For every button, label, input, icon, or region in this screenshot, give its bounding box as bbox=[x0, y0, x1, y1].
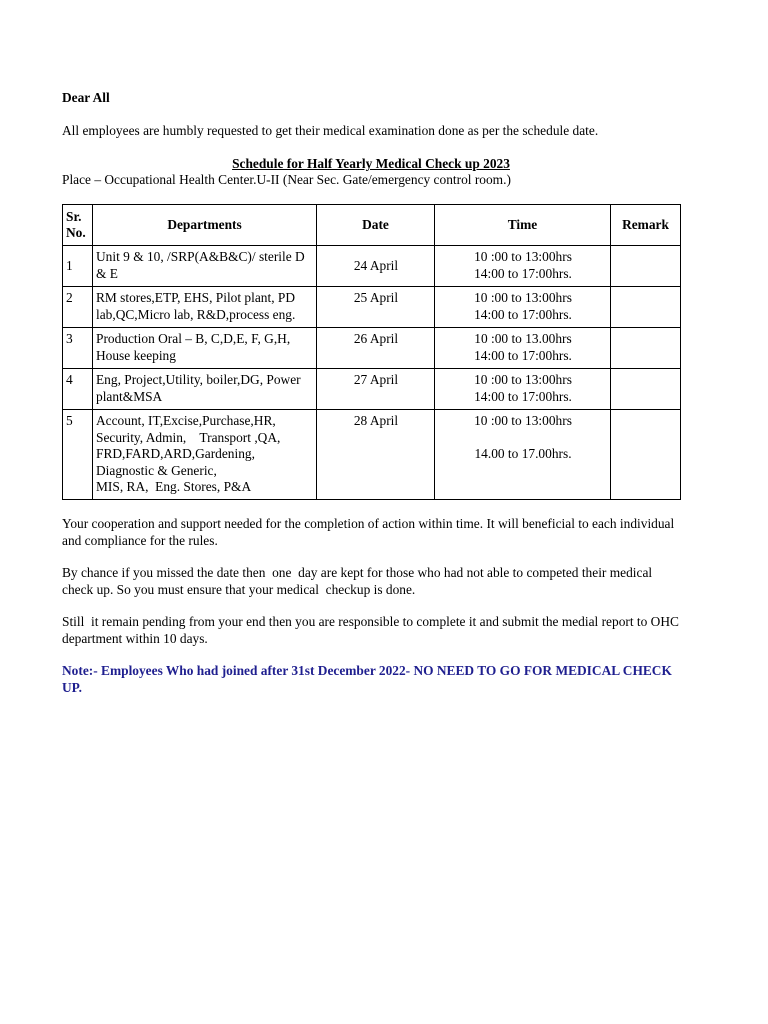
row-departments-line: MIS, RA, Eng. Stores, P&A bbox=[96, 479, 252, 494]
row-time-morning: 10 :00 to 13.00hrs bbox=[474, 331, 572, 346]
note-text: Note:- Employees Who had joined after 31st December 2022- NO NEED TO GO FOR MEDICAL CHECK UP. bbox=[62, 663, 672, 695]
row-time-morning: 10 :00 to 13:00hrs bbox=[474, 290, 572, 305]
table-row bbox=[63, 287, 681, 328]
pending-paragraph: Still it remain pending from your end then you are responsible to complete it and submit the medial report to OHC department within 10 days. bbox=[62, 614, 683, 646]
row-departments bbox=[93, 410, 317, 500]
header-remark: Remark bbox=[611, 205, 681, 246]
row-time bbox=[435, 246, 611, 287]
row-date: 26 April bbox=[317, 328, 435, 369]
table-row bbox=[63, 369, 681, 410]
table-row bbox=[63, 328, 681, 369]
row-remark bbox=[611, 328, 681, 369]
place-text: Place – Occupational Health Center.U-II (Near Sec. Gate/emergency control room.) bbox=[62, 172, 511, 187]
header-date: Date bbox=[317, 205, 435, 246]
row-remark bbox=[611, 410, 681, 500]
missed-date-paragraph: By chance if you missed the date then one day are kept for those who had not able to competed their medical check up. So you must ensure that your medical checkup is done. bbox=[62, 565, 656, 597]
row-remark bbox=[611, 246, 681, 287]
header-departments: Departments bbox=[93, 205, 317, 246]
row-time-morning: 10 :00 to 13:00hrs bbox=[474, 413, 572, 428]
cooperation-paragraph: Your cooperation and support needed for the completion of action within time. It will beneficial to each individual and compliance for the rules. bbox=[62, 516, 675, 548]
row-date: 24 April bbox=[317, 246, 435, 287]
row-time-afternoon: 14:00 to 17:00hrs. bbox=[474, 306, 572, 322]
row-time-afternoon: 14:00 to 17:00hrs. bbox=[474, 265, 572, 281]
row-sr-no: 5 bbox=[63, 410, 93, 500]
table-row bbox=[63, 410, 681, 500]
row-departments-line: Diagnostic & Generic, bbox=[96, 462, 217, 478]
row-sr-no: 1 bbox=[63, 246, 93, 287]
row-departments-line: Account, IT,Excise,Purchase,HR, bbox=[96, 413, 276, 428]
schedule-title: Schedule for Half Yearly Medical Check up 2023 bbox=[232, 156, 510, 171]
row-sr-no: 3 bbox=[63, 328, 93, 369]
row-remark bbox=[611, 287, 681, 328]
greeting: Dear All bbox=[62, 90, 110, 105]
row-departments: RM stores,ETP, EHS, Pilot plant, PD lab,QC,Micro lab, R&D,process eng. bbox=[93, 287, 317, 328]
row-date: 25 April bbox=[317, 287, 435, 328]
row-departments: Production Oral – B, C,D,E, F, G,H, House keeping bbox=[93, 328, 317, 369]
row-time-morning: 10 :00 to 13:00hrs bbox=[474, 372, 572, 387]
row-time bbox=[435, 369, 611, 410]
header-sr-no: Sr. No. bbox=[63, 205, 93, 246]
row-time bbox=[435, 328, 611, 369]
row-departments: Unit 9 & 10, /SRP(A&B&C)/ sterile D & E bbox=[93, 246, 317, 287]
header-time: Time bbox=[435, 205, 611, 246]
row-date: 28 April bbox=[317, 410, 435, 500]
row-date: 27 April bbox=[317, 369, 435, 410]
row-time-afternoon: 14:00 to 17:00hrs. bbox=[474, 388, 572, 404]
row-departments: Eng, Project,Utility, boiler,DG, Power plant&MSA bbox=[93, 369, 317, 410]
spacer bbox=[438, 430, 608, 447]
row-time-afternoon: 14.00 to 17.00hrs. bbox=[474, 446, 572, 461]
intro-text: All employees are humbly requested to get their medical examination done as per the schedule date. bbox=[62, 123, 599, 138]
row-remark bbox=[611, 369, 681, 410]
table-header-row bbox=[63, 205, 681, 246]
table-row bbox=[63, 246, 681, 287]
row-departments-line: FRD,FARD,ARD,Gardening, bbox=[96, 446, 255, 461]
row-sr-no: 4 bbox=[63, 369, 93, 410]
row-time bbox=[435, 287, 611, 328]
schedule-table bbox=[62, 204, 681, 500]
row-time bbox=[435, 410, 611, 500]
row-departments-line: Security, Admin, Transport ,QA, bbox=[96, 429, 281, 445]
row-time-morning: 10 :00 to 13:00hrs bbox=[474, 249, 572, 264]
row-time-afternoon: 14:00 to 17:00hrs. bbox=[474, 347, 572, 363]
row-sr-no: 2 bbox=[63, 287, 93, 328]
